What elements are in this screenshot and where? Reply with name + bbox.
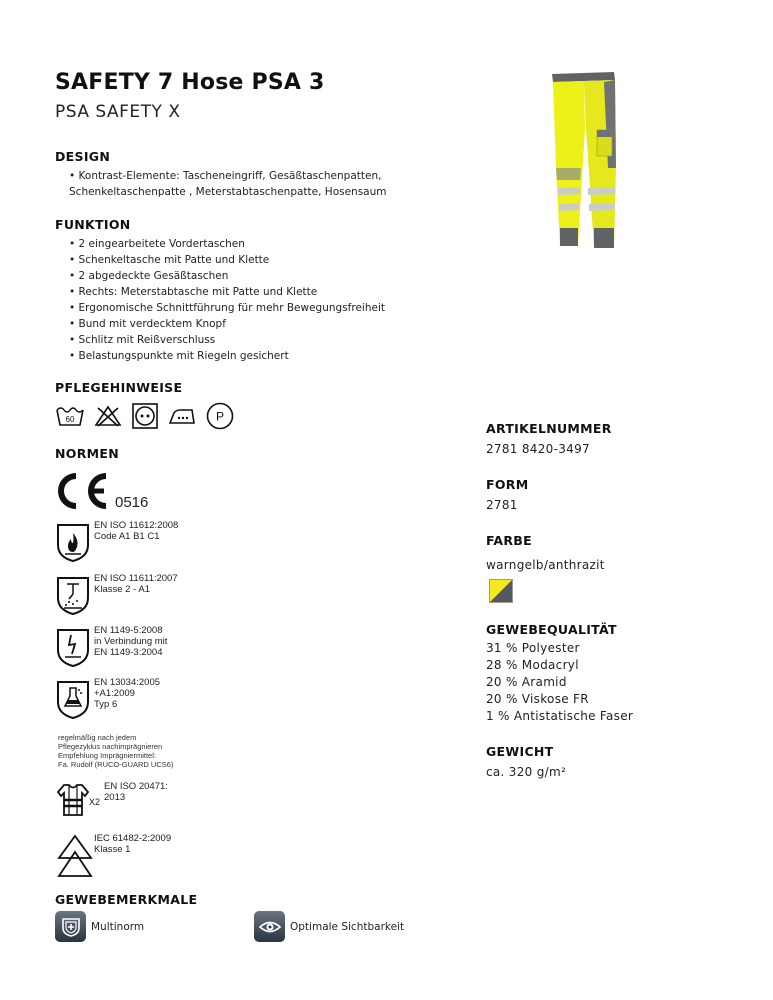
eye-icon [254, 911, 285, 942]
norm-item-welding [55, 574, 91, 620]
fabric-composition-list [486, 640, 633, 725]
design-line-2: Schenkeltaschenpatte , Meterstabtaschenpatte, Hosensaum [69, 186, 387, 198]
product-image [548, 68, 620, 250]
tumble-dry-icon [131, 402, 159, 430]
design-description [69, 168, 399, 200]
chemical-shield-icon [55, 678, 91, 720]
list-item: • 2 eingearbeitete Vordertaschen [69, 238, 245, 250]
iron-icon [167, 404, 197, 428]
hi-vis-jacket-icon [55, 782, 91, 818]
color-swatch [489, 579, 513, 603]
list-item: 20 % Aramid [486, 675, 567, 689]
page-title: SAFETY 7 Hose PSA 3 [55, 70, 325, 95]
multinorm-shield-icon [55, 911, 86, 942]
design-line-1: • Kontrast-Elemente: Tascheneingriff, Gesäßtaschenpatten, [69, 170, 382, 182]
color-swatch-graphic [490, 580, 512, 602]
list-item: • Ergonomische Schnittführung für mehr Bewegungsfreiheit [69, 302, 385, 314]
electric-arc-shield-icon [55, 626, 91, 668]
gewicht-heading: GEWICHT [486, 744, 554, 759]
gewebemerkmale-heading: GEWEBEMERKMALE [55, 892, 198, 907]
norm-item-antistatic [55, 626, 91, 672]
page-subtitle: PSA SAFETY X [55, 102, 181, 122]
farbe-heading: FARBE [486, 533, 532, 548]
norm-text: EN ISO 11611:2007 Klasse 2 - A1 [94, 573, 178, 595]
list-item: • Schenkeltasche mit Patte und Klette [69, 254, 270, 266]
feature-visibility [254, 911, 404, 942]
list-item: • Schlitz mit Reißverschluss [69, 334, 216, 346]
farbe-value: warngelb/anthrazit [486, 558, 605, 572]
ce-mark [52, 470, 162, 514]
list-item: 20 % Viskose FR [486, 692, 589, 706]
care-symbols [55, 401, 235, 431]
feature-multinorm [55, 911, 144, 942]
design-heading: DESIGN [55, 149, 111, 164]
flame-shield-icon [55, 521, 91, 563]
ce-notified-body-number: 0516 [115, 494, 149, 511]
svg-text:60: 60 [65, 415, 75, 424]
normen-heading: NORMEN [55, 446, 119, 461]
norm-text: EN ISO 20471: 2013 [104, 781, 168, 803]
norm-item-hivis [55, 782, 91, 822]
gewicht-value: ca. 320 g/m² [486, 765, 567, 779]
norm-text: EN ISO 11612:2008 Code A1 B1 C1 [94, 520, 179, 542]
impregnation-note: regelmäßig nach jedem Pflegezyklus nachimprägnieren Empfehlung Imprägniermittel: Fa. Rudolf (RUCO-GUARD UCS6) [58, 733, 174, 769]
form-value: 2781 [486, 498, 518, 512]
ce-logo-icon [52, 470, 112, 512]
arc-flash-triangle-icon [57, 834, 93, 878]
list-item: • Belastungspunkte mit Riegeln gesichert [69, 350, 289, 362]
feature-label: Multinorm [91, 920, 145, 933]
hi-vis-trousers-icon [548, 68, 620, 250]
list-item: • Rechts: Meterstabtasche mit Patte und Klette [69, 286, 318, 298]
wash-60-icon [55, 404, 85, 428]
norm-text: EN 1149-5:2008 in Verbindung mit EN 1149-3:2004 [94, 625, 168, 658]
funktion-heading: FUNKTION [55, 217, 131, 232]
norm-item-flame [55, 521, 91, 567]
funktion-list [69, 236, 385, 364]
dry-clean-p-icon [205, 401, 235, 431]
list-item: 31 % Polyester [486, 641, 580, 655]
feature-label: Optimale Sichtbarkeit [290, 920, 405, 933]
form-heading: FORM [486, 477, 529, 492]
norm-item-chemical [55, 678, 91, 724]
norm-item-arc [57, 834, 93, 882]
gewebe-heading: GEWEBEQUALITÄT [486, 622, 617, 637]
pflege-heading: PFLEGEHINWEISE [55, 380, 183, 395]
norm-text: EN 13034:2005 +A1:2009 Typ 6 [94, 677, 161, 710]
welding-shield-icon [55, 574, 91, 616]
list-item: • Bund mit verdecktem Knopf [69, 318, 226, 330]
artikelnummer-value: 2781 8420-3497 [486, 442, 590, 456]
svg-text:P: P [215, 409, 225, 424]
list-item: • 2 abgedeckte Gesäßtaschen [69, 270, 229, 282]
norm-text: IEC 61482-2:2009 Klasse 1 [94, 833, 172, 855]
artikelnummer-heading: ARTIKELNUMMER [486, 421, 612, 436]
list-item: 28 % Modacryl [486, 658, 579, 672]
no-bleach-icon [93, 404, 123, 428]
hivis-class-mark: X2 [89, 797, 101, 807]
list-item: 1 % Antistatische Faser [486, 709, 634, 723]
